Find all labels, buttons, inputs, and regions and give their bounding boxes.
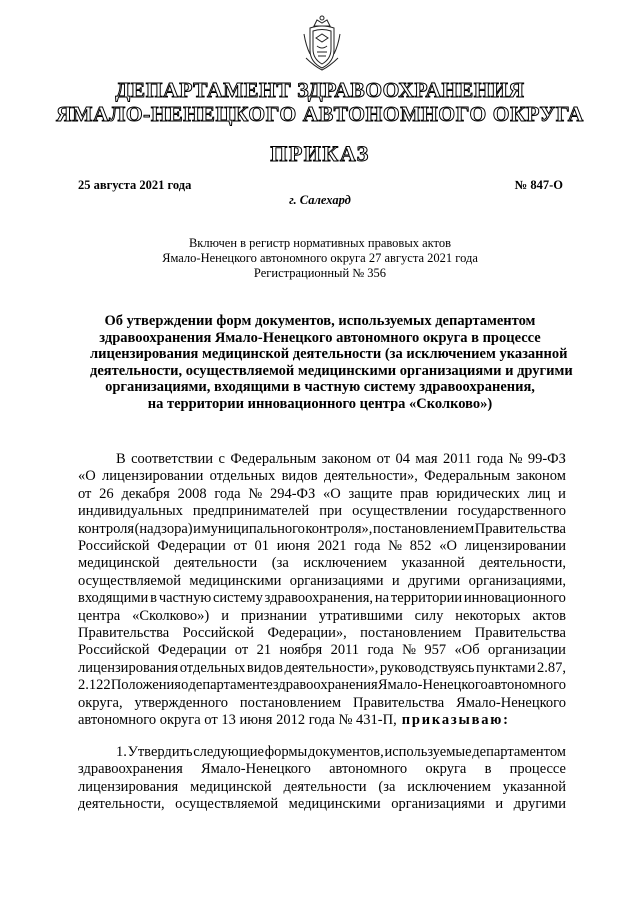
- word: процессе: [509, 761, 566, 778]
- word: Правительства: [474, 625, 566, 642]
- word: ноября: [279, 642, 323, 659]
- word: деятельности,: [479, 555, 566, 572]
- word: формы: [264, 744, 308, 760]
- word: Федеральным: [230, 451, 317, 467]
- word: и: [221, 607, 229, 624]
- word: инновационного: [463, 590, 566, 607]
- preamble-paragraph: [78, 451, 566, 730]
- text-line: [78, 625, 566, 642]
- word: №: [388, 538, 402, 555]
- word: частную: [158, 590, 212, 607]
- word: территории: [390, 590, 463, 607]
- word: о: [181, 677, 189, 694]
- closing-text: автономного округа от 13 июня 2012 года № 431-П,: [78, 712, 397, 729]
- word: лицензировании: [464, 538, 566, 555]
- word: в: [484, 761, 492, 778]
- word: от: [233, 538, 247, 555]
- word: Федерации: [157, 642, 227, 659]
- word: года: [354, 538, 381, 555]
- word: признании: [240, 607, 307, 624]
- word: «Об: [454, 642, 480, 659]
- registry-line: Ямало-Ненецкого автономного округа 27 августа 2021 года: [162, 251, 478, 265]
- word: центра: [78, 607, 121, 624]
- word: года: [367, 642, 394, 659]
- title-line: организациями, входящими в частную систему здравоохранения,: [105, 379, 535, 395]
- text-line: [78, 521, 566, 538]
- word: 01: [254, 538, 270, 555]
- word: Российской: [78, 642, 150, 659]
- word: прав: [400, 485, 429, 502]
- word: отдельных: [209, 468, 276, 485]
- word: 2.87,: [537, 659, 566, 676]
- word: в: [150, 590, 157, 607]
- text-line: [78, 695, 566, 712]
- word: департаменте: [188, 677, 273, 694]
- order-heading: ПРИКАЗ: [270, 141, 370, 166]
- word: Российской: [182, 625, 255, 642]
- text-line: [78, 555, 566, 572]
- word: соответствии: [131, 451, 214, 467]
- word: 957: [424, 642, 447, 659]
- word: здравоохранения,: [264, 590, 374, 607]
- word: осуществлении: [352, 503, 448, 520]
- word: (за: [271, 555, 289, 572]
- word: года: [476, 451, 504, 467]
- text-line: [78, 779, 566, 796]
- word: «Сколково»): [132, 607, 210, 624]
- word: другими: [407, 572, 461, 589]
- text-line: [78, 642, 566, 659]
- word: 2008: [177, 485, 207, 502]
- word: и: [558, 485, 566, 502]
- word: с: [218, 451, 225, 467]
- directive-word: приказываю:: [401, 712, 510, 729]
- word: медицинскими: [288, 796, 381, 813]
- word: лиц: [527, 485, 551, 502]
- text-line: [78, 486, 566, 503]
- word: автономного: [329, 761, 408, 778]
- word: Утвердить: [127, 744, 193, 760]
- word: организациями: [391, 796, 485, 813]
- word: Федеральным: [424, 468, 510, 485]
- word: деятельности»,: [284, 659, 379, 676]
- word: на: [374, 590, 390, 607]
- word: используемые: [384, 744, 472, 760]
- word: Правительства: [474, 520, 566, 537]
- word: законом: [516, 468, 566, 485]
- word: декабря: [121, 485, 170, 502]
- registry-line: Регистрационный № 356: [253, 266, 387, 280]
- word: деятельности: [174, 555, 258, 572]
- text-line: [78, 608, 566, 625]
- text-line: [78, 761, 566, 778]
- word: 2011: [443, 451, 472, 467]
- word: видов: [281, 468, 318, 485]
- word: здравоохранения: [272, 677, 378, 694]
- word: лицензировании: [102, 468, 204, 485]
- word: постановлением: [239, 694, 342, 711]
- word: мая: [415, 451, 438, 467]
- word: «О: [78, 468, 96, 485]
- word: Ямало-Ненецкого: [200, 761, 311, 778]
- word: осуществляемой: [175, 796, 279, 813]
- word: муниципального: [201, 520, 305, 537]
- word: 21: [256, 642, 272, 659]
- department-title-line2: ЯМАЛО-НЕНЕЦКОГО АВТОНОМНОГО ОКРУГА: [56, 102, 584, 126]
- department-title-line1: ДЕПАРТАМЕНТ ЗДРАВООХРАНЕНИЯ: [115, 78, 525, 102]
- order-date: 25 августа 2021 года: [78, 178, 192, 192]
- word: осуществляемой: [78, 572, 182, 589]
- coat-of-arms-emblem: [300, 14, 344, 72]
- word: входящими: [78, 590, 149, 607]
- word: деятельности: [283, 778, 367, 795]
- word: 26: [99, 485, 114, 502]
- text-line: [78, 712, 566, 729]
- word: контроля»,: [305, 520, 373, 537]
- word: организациями: [289, 572, 384, 589]
- word: документов,: [307, 744, 384, 760]
- word: и: [391, 572, 400, 589]
- text-line: [78, 796, 566, 813]
- order-title: [90, 313, 573, 412]
- word: постановлением: [360, 625, 462, 642]
- word: медицинскими: [189, 572, 282, 589]
- word: пунктами: [475, 659, 536, 676]
- word: 852: [409, 538, 432, 555]
- word: другими: [513, 796, 566, 813]
- title-line: деятельности, осуществляемой медицинскими организациями и другими: [90, 362, 573, 379]
- word: Федерации: [157, 538, 226, 555]
- word: актов: [532, 607, 566, 624]
- word: указанной: [401, 555, 465, 572]
- word: следующие: [193, 744, 264, 760]
- word: и: [495, 796, 504, 813]
- word: защите: [348, 485, 393, 502]
- word: медицинской: [190, 778, 272, 795]
- word: индивидуальных: [78, 503, 183, 520]
- word: 1.: [116, 744, 127, 760]
- word: утратившими: [318, 607, 403, 624]
- word: от: [78, 485, 92, 502]
- word: контроля: [78, 520, 135, 537]
- word: при: [319, 503, 343, 520]
- word: 2011: [330, 642, 360, 659]
- word: отдельных: [179, 659, 246, 676]
- word: 04: [395, 451, 410, 467]
- word: систему: [212, 590, 263, 607]
- word: деятельности»,: [323, 468, 418, 485]
- order-city: г. Салехард: [289, 193, 351, 207]
- registry-note: [0, 236, 640, 281]
- word: видов: [246, 659, 283, 676]
- text-line: [78, 677, 566, 694]
- word: государственного: [457, 503, 566, 520]
- text-line: [78, 744, 566, 761]
- word: юридических: [436, 485, 520, 502]
- title-line: на территории инновационного центра «Сколково»): [147, 395, 493, 412]
- word: Правительства: [352, 694, 445, 711]
- word: здравоохранения: [78, 761, 183, 778]
- text-line: [78, 503, 566, 520]
- word: 2.122: [78, 677, 111, 694]
- word: Ямало-Ненецкого: [377, 677, 488, 694]
- word: лицензирования: [78, 778, 179, 795]
- word: утвержденного: [134, 694, 228, 711]
- word: некоторых: [455, 607, 521, 624]
- word: постановлением: [372, 520, 475, 537]
- word: Российской: [78, 538, 150, 555]
- word: указанной: [502, 778, 566, 795]
- word: Федерации»,: [267, 625, 347, 642]
- text-line: [78, 590, 566, 607]
- word: №: [508, 451, 523, 467]
- word: Положения: [110, 677, 181, 694]
- text-line: [78, 573, 566, 590]
- word: «О: [439, 538, 457, 555]
- word: 294-ФЗ: [269, 485, 316, 502]
- word: (за: [378, 778, 396, 795]
- word: лицензирования: [78, 659, 179, 676]
- word: 2021: [317, 538, 347, 555]
- title-line: Об утверждении форм документов, используемых департаментом: [104, 313, 536, 329]
- word: Ямало-Ненецкого: [456, 694, 566, 711]
- word: июня: [276, 538, 310, 555]
- text-line: [78, 451, 566, 468]
- word: «О: [323, 485, 341, 502]
- word: исключением: [407, 778, 491, 795]
- word: округа: [425, 761, 467, 778]
- item-1-paragraph: [78, 744, 566, 814]
- word: от: [234, 642, 249, 659]
- title-line: лицензирования медицинской деятельности (за исключением указанной: [90, 346, 568, 362]
- word: №: [248, 485, 263, 502]
- word: №: [402, 642, 416, 659]
- word: года: [214, 485, 241, 502]
- word: Правительства: [78, 625, 170, 642]
- word: 99-ФЗ: [527, 451, 566, 467]
- word: законом: [321, 451, 372, 467]
- word: исключением: [303, 555, 387, 572]
- word: (надзора): [134, 520, 193, 537]
- word: от: [376, 451, 391, 467]
- registry-line: Включен в регистр нормативных правовых актов: [188, 236, 452, 250]
- title-line: здравоохранения Ямало-Ненецкого автономного округа в процессе: [99, 329, 541, 346]
- text-line: [78, 468, 566, 485]
- order-number: № 847-О: [514, 178, 563, 192]
- word: руководствуясь: [379, 659, 475, 676]
- word: автономного: [487, 677, 566, 694]
- word: деятельности,: [78, 796, 165, 813]
- word: организации: [488, 642, 566, 659]
- word: департаментом: [472, 744, 566, 760]
- word: В: [116, 451, 126, 467]
- text-line: [78, 660, 566, 677]
- word: силу: [414, 607, 444, 624]
- word: организациями,: [468, 572, 566, 589]
- word: округа,: [78, 694, 123, 711]
- word: и: [193, 520, 201, 537]
- text-line: [78, 538, 566, 555]
- word: медицинской: [78, 555, 160, 572]
- word: предпринимателей: [192, 503, 310, 520]
